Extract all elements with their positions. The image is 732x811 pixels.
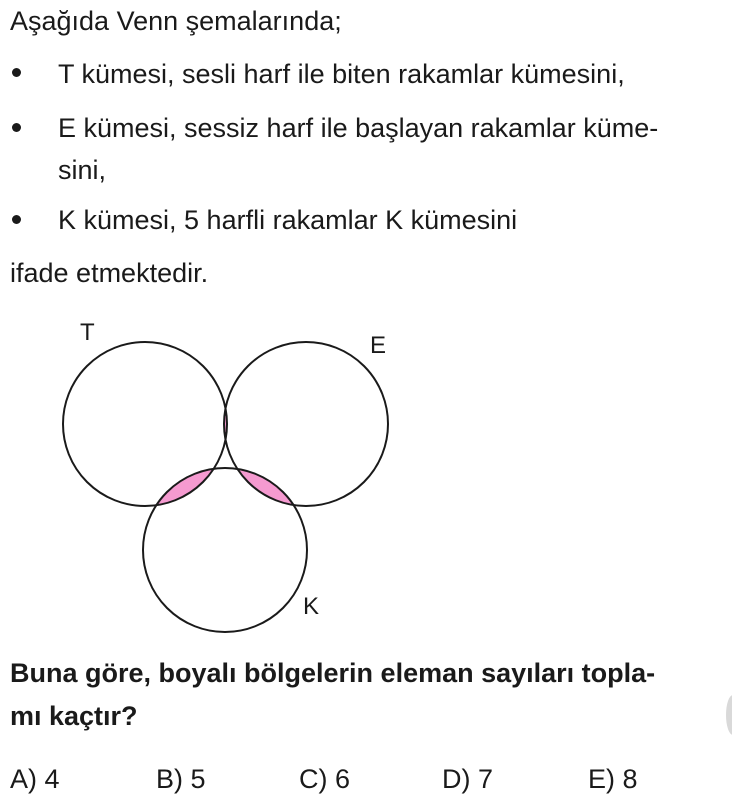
choice-e[interactable] — [588, 762, 638, 796]
choice-value: 4 — [44, 764, 60, 794]
choice-d[interactable] — [442, 762, 493, 796]
choice-a[interactable] — [10, 762, 60, 796]
set-k-circle — [143, 468, 307, 632]
choice-c[interactable] — [299, 762, 350, 796]
set-e-label: E — [370, 332, 387, 359]
bullet-2-text-line1: E kümesi, sessiz harf ile başlayan rakamlar küme- — [58, 113, 659, 143]
set-t-label: T — [80, 319, 95, 346]
choice-value: 8 — [622, 764, 638, 794]
shaded-regions — [143, 342, 388, 632]
bullet-3-text: K kümesi, 5 harfli rakamlar K kümesini — [58, 205, 518, 235]
closing-text: ifade etmektedir. — [10, 258, 209, 288]
bullet-1-text: T kümesi, sesli harf ile biten rakamlar kümesini, — [58, 59, 625, 89]
choice-b[interactable] — [156, 762, 206, 796]
set-k-label: K — [303, 593, 320, 620]
choice-letter: A) — [10, 764, 37, 794]
choice-letter: E) — [588, 764, 615, 794]
question-prompt-line2: mı kaçtır? — [10, 701, 138, 731]
set-e-circle — [224, 342, 388, 506]
bullet-2-text-line2: sini, — [58, 155, 107, 185]
choice-letter: C) — [299, 764, 328, 794]
choice-letter: B) — [156, 764, 183, 794]
set-t-circle — [63, 342, 227, 506]
choice-value: 5 — [190, 764, 206, 794]
choice-letter: D) — [442, 764, 471, 794]
choice-value: 6 — [335, 764, 351, 794]
choice-value: 7 — [478, 764, 494, 794]
intro-text: Aşağıda Venn şemalarında; — [10, 6, 342, 36]
question-prompt-line1: Buna göre, boyalı bölgelerin eleman sayıları topla- — [10, 658, 656, 688]
